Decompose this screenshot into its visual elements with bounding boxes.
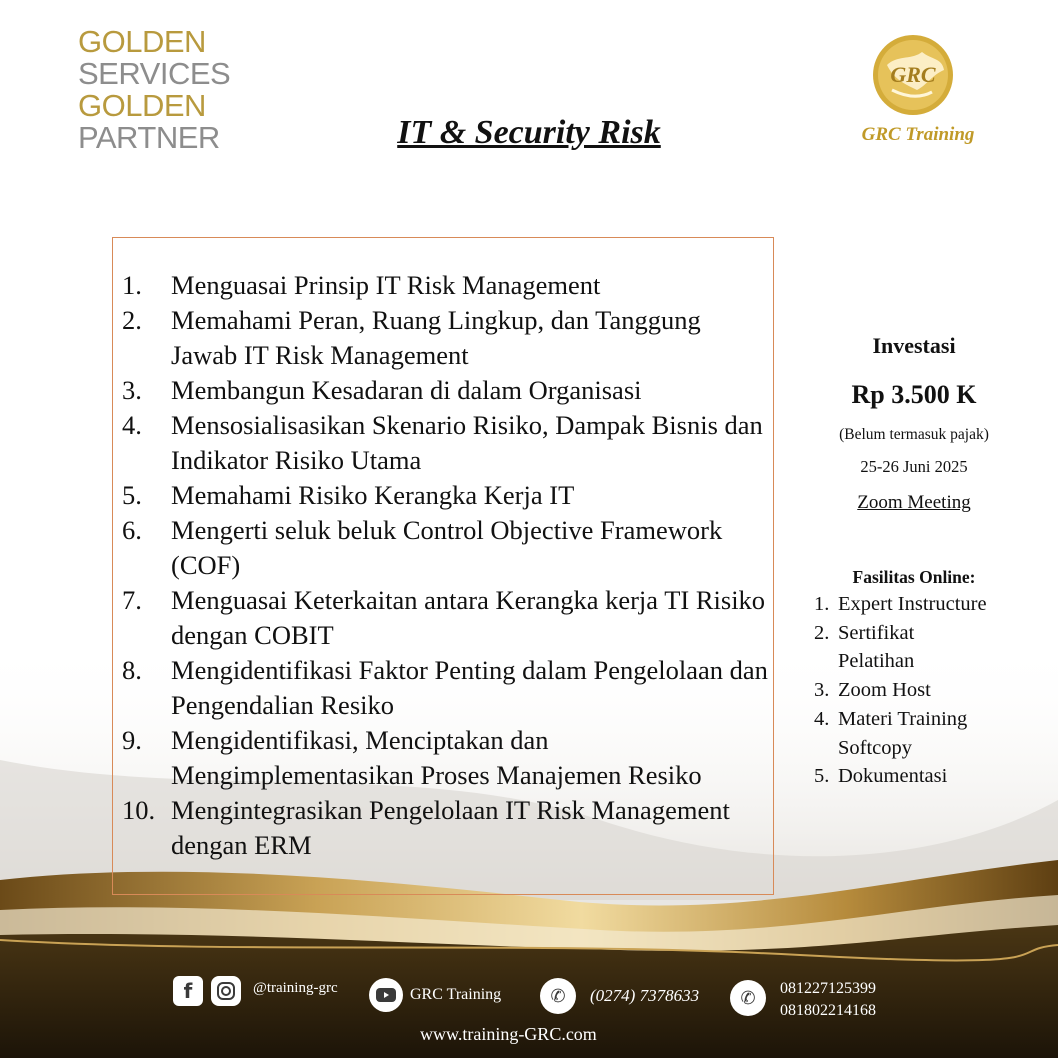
- item-number: 2.: [814, 621, 830, 644]
- youtube-icon[interactable]: [369, 978, 403, 1012]
- item-number: 10.: [122, 795, 156, 825]
- instagram-icon[interactable]: [211, 976, 241, 1006]
- logo-line-4: PARTNER: [78, 120, 220, 155]
- list-item: [122, 653, 772, 723]
- list-item: [122, 268, 772, 303]
- website-link[interactable]: www.training-GRC.com: [420, 1024, 597, 1044]
- facebook-icon[interactable]: f: [173, 976, 203, 1006]
- item-text: Zoom Host: [838, 679, 931, 702]
- logo-line-2: SERVICES: [78, 56, 231, 91]
- tax-note: (Belum termasuk pajak): [839, 426, 989, 443]
- list-item: [122, 793, 772, 863]
- item-text: Materi Training Softcopy: [838, 707, 968, 759]
- list-item: [122, 583, 772, 653]
- item-number: 8.: [122, 655, 142, 685]
- youtube-channel[interactable]: GRC Training: [410, 986, 502, 1003]
- item-number: 3.: [814, 679, 830, 702]
- item-number: 3.: [122, 375, 142, 405]
- item-text: Memahami Risiko Kerangka Kerja IT: [171, 480, 575, 510]
- facilities-title: Fasilitas Online:: [852, 567, 976, 587]
- item-number: 1.: [814, 593, 830, 615]
- social-handle[interactable]: @training-grc: [253, 980, 338, 996]
- item-text: Mengerti seluk beluk Control Objective Framework (COF): [171, 515, 723, 580]
- objectives-list: [122, 268, 772, 863]
- event-date: 25-26 Juni 2025: [860, 457, 968, 476]
- item-number: 9.: [122, 725, 142, 755]
- item-text: Mengidentifikasi Faktor Penting dalam Pengelolaan dan Pengendalian Resiko: [171, 655, 768, 720]
- list-item: [122, 723, 772, 793]
- list-item: [122, 303, 772, 373]
- whatsapp-icon[interactable]: ✆: [730, 980, 766, 1016]
- item-text: Mengintegrasikan Pengelolaan IT Risk Management dengan ERM: [171, 795, 730, 860]
- item-number: 1.: [122, 270, 142, 300]
- list-item: [814, 676, 1034, 705]
- list-item: [122, 478, 772, 513]
- footer-contacts: [0, 960, 1058, 1058]
- whatsapp-number-1[interactable]: 081227125399: [780, 980, 876, 997]
- list-item: [122, 513, 772, 583]
- price: Rp 3.500 K: [851, 380, 977, 409]
- venue-link[interactable]: Zoom Meeting: [857, 492, 971, 513]
- item-text: Menguasai Prinsip IT Risk Management: [171, 270, 601, 300]
- item-text: Mengidentifikasi, Menciptakan dan Mengimplementasikan Proses Manajemen Resiko: [171, 725, 702, 790]
- item-text: Expert Instructure: [838, 593, 987, 615]
- list-item: [814, 590, 1034, 619]
- phone-icon[interactable]: ✆: [540, 978, 576, 1014]
- list-item: [122, 373, 772, 408]
- facilities-list: [814, 590, 1034, 791]
- item-text: Membangun Kesadaran di dalam Organisasi: [171, 375, 642, 405]
- item-text: Memahami Peran, Ruang Lingkup, dan Tanggung Jawab IT Risk Management: [171, 305, 701, 370]
- investment-label: Investasi: [872, 333, 956, 358]
- item-text: Dokumentasi: [838, 765, 948, 788]
- whatsapp-numbers[interactable]: [780, 978, 876, 1022]
- svg-text:GRC: GRC: [890, 62, 936, 87]
- item-number: 4.: [122, 410, 142, 440]
- item-text: Mensosialisasikan Skenario Risiko, Dampak Bisnis dan Indikator Risiko Utama: [171, 410, 763, 475]
- whatsapp-number-2[interactable]: 081802214168: [780, 1002, 876, 1019]
- page-title: IT & Security Risk: [397, 114, 661, 151]
- list-item: [814, 705, 1034, 762]
- item-number: 6.: [122, 515, 142, 545]
- item-number: 5.: [122, 480, 142, 510]
- item-text: Sertifikat Pelatihan: [838, 621, 915, 673]
- grc-training-wordmark: GRC Training: [861, 124, 975, 145]
- logo-line-3: GOLDEN: [78, 88, 206, 123]
- list-item: [814, 762, 1034, 791]
- phone-number[interactable]: (0274) 7378633: [590, 986, 700, 1005]
- logo-line-1: GOLDEN: [78, 24, 206, 59]
- list-item: [814, 619, 1034, 676]
- item-number: 2.: [122, 305, 142, 335]
- item-number: 5.: [814, 765, 830, 788]
- list-item: [122, 408, 772, 478]
- item-number: 7.: [122, 585, 142, 615]
- item-number: 4.: [814, 707, 830, 730]
- golden-services-logo: [78, 24, 231, 155]
- item-text: Menguasai Keterkaitan antara Kerangka kerja TI Risiko dengan COBIT: [171, 585, 766, 650]
